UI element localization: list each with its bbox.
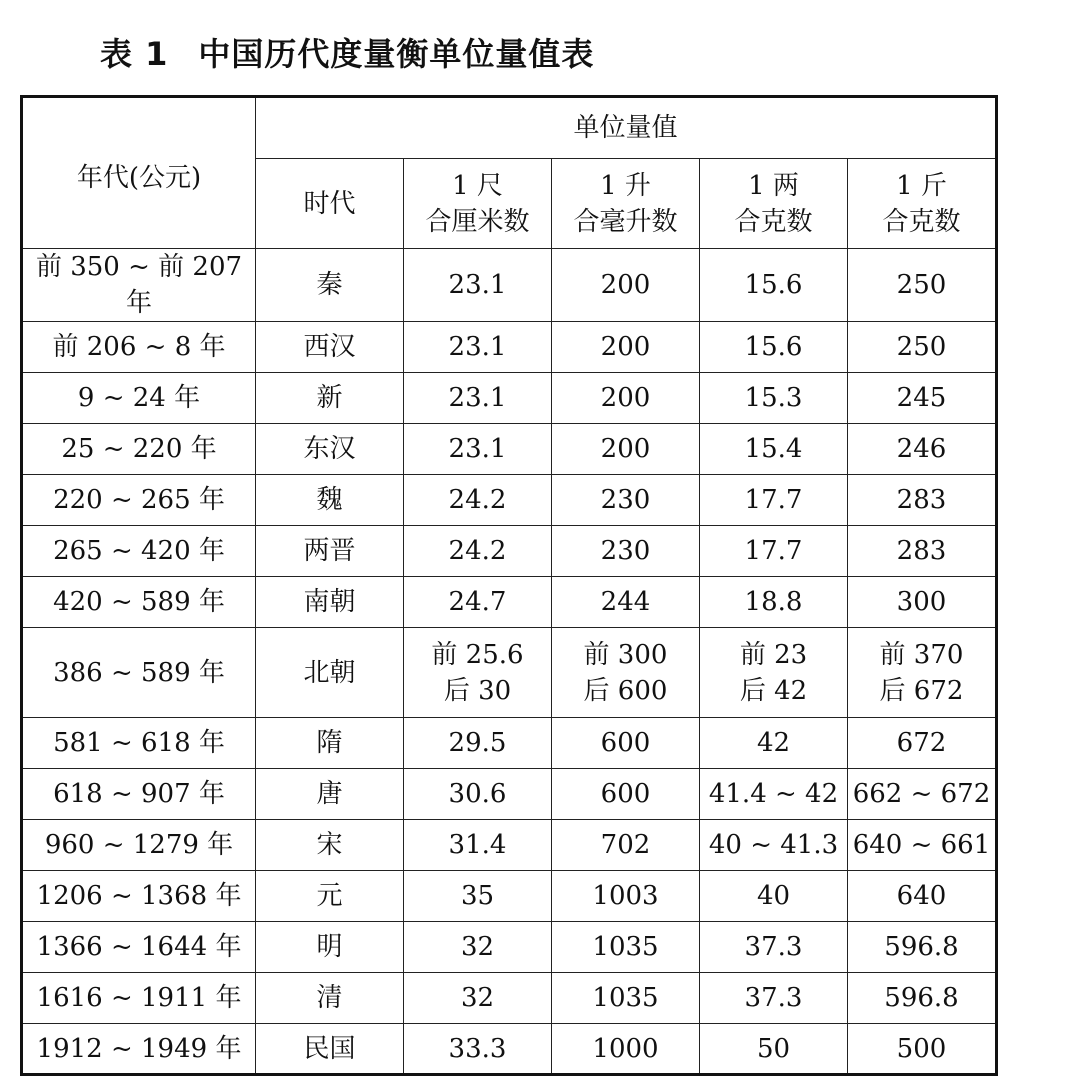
cell-sheng [552,628,700,718]
cell-jin [848,628,997,718]
table-row [22,871,997,922]
table-row [22,718,997,769]
cell-dynasty: 元 [256,871,404,922]
cell-sheng: 200 [552,424,700,475]
header-unit-line2: 合毫升数 [573,206,678,237]
cell-jin: 300 [848,577,997,628]
cell-chi: 32 [404,973,552,1024]
cell-chi: 33.3 [404,1024,552,1075]
table-row [22,322,997,373]
table-container [20,95,998,1076]
header-unit-line1: 1 升 [600,170,651,201]
cell-line: 前 370 [879,639,964,670]
cell-jin: 640 [848,871,997,922]
cell-liang: 37.3 [700,922,848,973]
cell-line: 前 23 [739,639,808,670]
cell-chi: 24.2 [404,475,552,526]
cell-liang: 15.3 [700,373,848,424]
cell-years: 前 206 ~ 8 年 [22,322,256,373]
cell-chi: 35 [404,871,552,922]
cell-jin: 246 [848,424,997,475]
cell-dynasty: 两晋 [256,526,404,577]
cell-liang: 18.8 [700,577,848,628]
header-unit-line1: 1 斤 [896,170,947,201]
header-unit-liang [700,159,848,249]
cell-years: 1366 ~ 1644 年 [22,922,256,973]
header-unit-sheng [552,159,700,249]
cell-chi: 23.1 [404,424,552,475]
cell-dynasty: 秦 [256,249,404,322]
cell-line: 前 25.6 [431,639,524,670]
table-row [22,820,997,871]
cell-liang: 40 [700,871,848,922]
cell-chi: 30.6 [404,769,552,820]
header-years: 年代(公元) [22,97,256,249]
cell-jin: 500 [848,1024,997,1075]
measurement-table [20,95,998,1076]
cell-years: 1206 ~ 1368 年 [22,871,256,922]
cell-dynasty: 北朝 [256,628,404,718]
table-row [22,373,997,424]
cell-liang: 37.3 [700,973,848,1024]
cell-years: 960 ~ 1279 年 [22,820,256,871]
cell-sheng: 200 [552,322,700,373]
cell-jin: 250 [848,249,997,322]
cell-liang: 50 [700,1024,848,1075]
cell-sheng: 1000 [552,1024,700,1075]
cell-liang: 17.7 [700,526,848,577]
cell-jin: 245 [848,373,997,424]
cell-years: 618 ~ 907 年 [22,769,256,820]
cell-liang: 41.4 ~ 42 [700,769,848,820]
cell-chi: 23.1 [404,249,552,322]
cell-dynasty: 南朝 [256,577,404,628]
table-row [22,475,997,526]
cell-jin: 250 [848,322,997,373]
cell-line: 后 600 [583,675,668,706]
cell-years: 1616 ~ 1911 年 [22,973,256,1024]
cell-jin: 662 ~ 672 [848,769,997,820]
cell-liang: 15.6 [700,249,848,322]
header-unit-chi [404,159,552,249]
cell-sheng: 702 [552,820,700,871]
header-unit-jin [848,159,997,249]
cell-years: 581 ~ 618 年 [22,718,256,769]
cell-chi: 29.5 [404,718,552,769]
cell-liang: 15.4 [700,424,848,475]
cell-dynasty: 明 [256,922,404,973]
cell-dynasty: 魏 [256,475,404,526]
cell-line: 后 672 [879,675,964,706]
cell-sheng: 1035 [552,973,700,1024]
header-unit-line2: 合克数 [882,206,961,237]
cell-chi: 24.2 [404,526,552,577]
cell-line: 后 30 [443,675,512,706]
cell-jin: 596.8 [848,922,997,973]
cell-liang: 17.7 [700,475,848,526]
cell-sheng: 230 [552,526,700,577]
cell-dynasty: 新 [256,373,404,424]
header-unit-line2: 合克数 [734,206,813,237]
table-row [22,628,997,718]
cell-sheng: 244 [552,577,700,628]
cell-years: 1912 ~ 1949 年 [22,1024,256,1075]
cell-chi: 24.7 [404,577,552,628]
table-body [22,249,997,1075]
cell-dynasty: 西汉 [256,322,404,373]
table-row [22,1024,997,1075]
cell-chi: 32 [404,922,552,973]
cell-liang: 15.6 [700,322,848,373]
cell-line: 前 300 [583,639,668,670]
cell-years: 25 ~ 220 年 [22,424,256,475]
cell-sheng: 200 [552,249,700,322]
cell-years: 265 ~ 420 年 [22,526,256,577]
cell-chi: 31.4 [404,820,552,871]
cell-sheng: 1035 [552,922,700,973]
cell-liang: 42 [700,718,848,769]
cell-sheng: 600 [552,769,700,820]
header-unit-values: 单位量值 [256,97,997,159]
cell-years: 前 350 ~ 前 207 年 [22,249,256,322]
cell-jin: 283 [848,475,997,526]
cell-jin: 596.8 [848,973,997,1024]
cell-jin: 283 [848,526,997,577]
cell-chi [404,628,552,718]
cell-years: 220 ~ 265 年 [22,475,256,526]
cell-dynasty: 宋 [256,820,404,871]
cell-dynasty: 清 [256,973,404,1024]
cell-dynasty: 东汉 [256,424,404,475]
cell-sheng: 230 [552,475,700,526]
cell-sheng: 200 [552,373,700,424]
cell-years: 9 ~ 24 年 [22,373,256,424]
header-unit-line1: 1 两 [748,170,799,201]
cell-dynasty: 隋 [256,718,404,769]
cell-dynasty: 民国 [256,1024,404,1075]
table-row [22,922,997,973]
cell-liang: 40 ~ 41.3 [700,820,848,871]
cell-dynasty: 唐 [256,769,404,820]
cell-liang [700,628,848,718]
cell-sheng: 600 [552,718,700,769]
header-unit-line2: 合厘米数 [425,206,530,237]
cell-jin: 672 [848,718,997,769]
table-row [22,769,997,820]
header-dynasty: 时代 [256,159,404,249]
cell-line: 后 42 [739,675,808,706]
cell-chi: 23.1 [404,373,552,424]
cell-years: 386 ~ 589 年 [22,628,256,718]
table-row [22,973,997,1024]
header-unit-line1: 1 尺 [452,170,503,201]
table-caption: 中国历代度量衡单位量值表 [198,35,595,73]
cell-chi: 23.1 [404,322,552,373]
table-row [22,424,997,475]
table-title [100,30,594,78]
cell-years: 420 ~ 589 年 [22,577,256,628]
table-row [22,249,997,322]
table-number: 表 1 [100,35,169,73]
cell-jin: 640 ~ 661 [848,820,997,871]
cell-sheng: 1003 [552,871,700,922]
table-row [22,526,997,577]
table-row [22,577,997,628]
